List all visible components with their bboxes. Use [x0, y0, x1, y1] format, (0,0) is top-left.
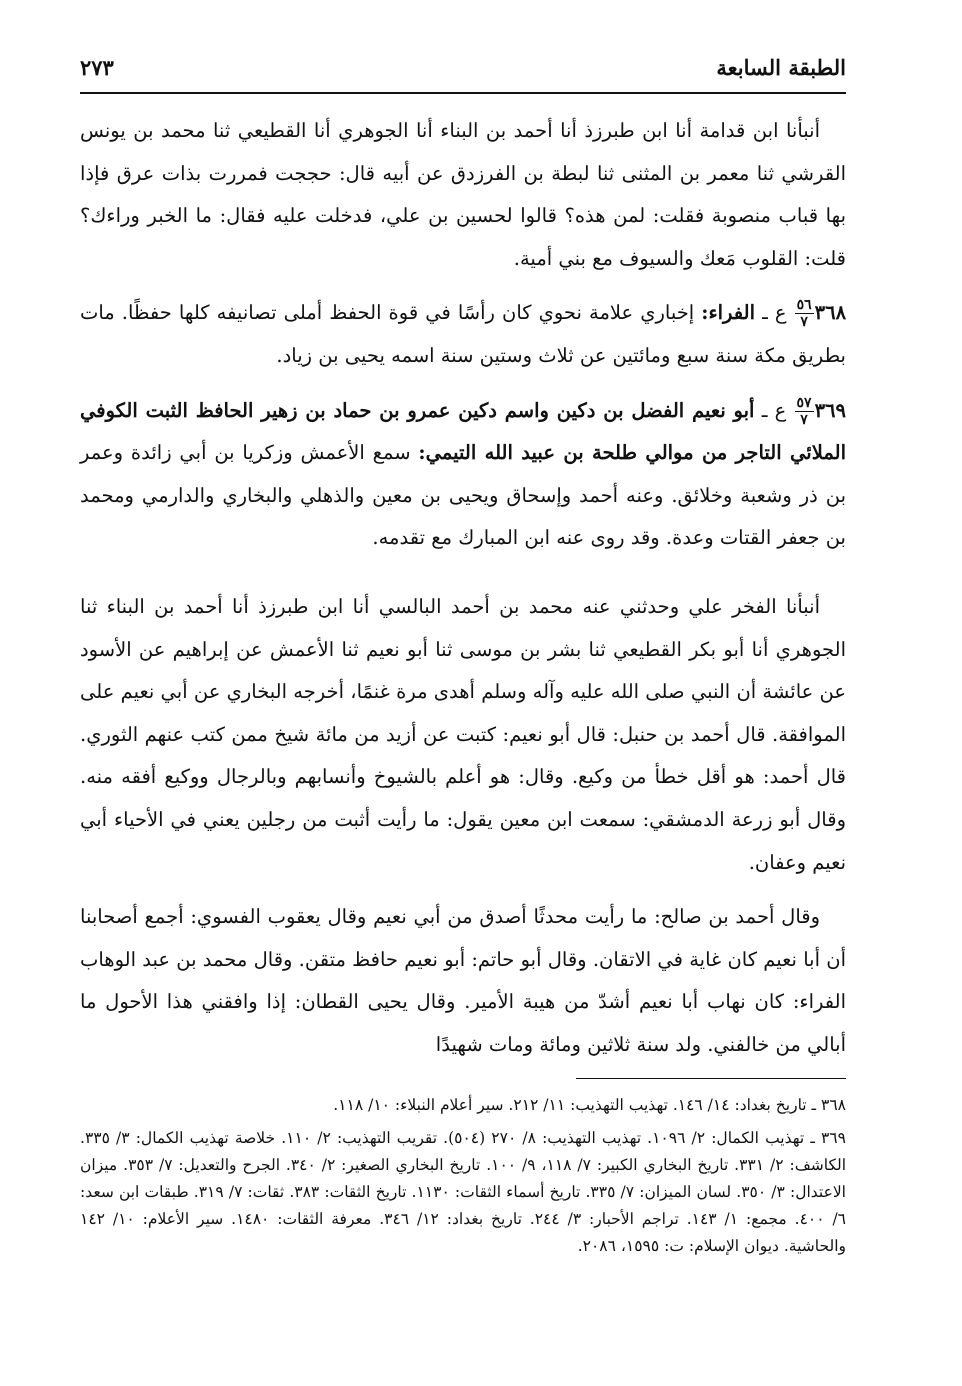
footnote-rule [576, 1078, 846, 1079]
page-number: ٢٧٣ [80, 55, 114, 80]
paragraph-isnad-1: أنبأنا ابن قدامة أنا ابن طبرزذ أنا أحمد بن البناء أنا الجوهري أنا القطيعي ثنا محمد بن يونس القرشي ثنا معمر بن المثنى ثنا لبطة بن الفرزدق عن أبيه قال: حججت فمررت بذات عرق فإذا بها قباب منصوبة فقلت: لمن هذه؟ قالوا لحسين بن علي، فدخلت عليه فقال: ما الخبر وراءك؟ قلت: القلوب مَعك والسيوف مع بني أمية. [80, 119, 846, 270]
header-rule [80, 92, 846, 94]
entry-fraction: $\frac{٥٧}{٧}$ [796, 394, 812, 428]
footnote-368: ٣٦٨ ـ تاريخ بغداد: ١٤/ ١٤٦. تهذيب التهذيب: ١١/ ٢١٢. سير أعلام النبلاء: ١٠/ ١١٨. [333, 1096, 846, 1114]
entry-369 [80, 390, 846, 560]
entry-fraction: $\frac{٥٦}{٧}$ [796, 297, 812, 331]
entry-number: ٣٦٩ [814, 398, 846, 422]
entry-text: سمع الأعمش وزكريا بن أبي زائدة وعمر بن ذر وشعبة وخلائق. وعنه أحمد وإسحاق ويحيى بن معين والذهلي والبخاري والدارمي ومحمد بن جعفر القتات وعدة. وقد روى عنه ابن المبارك مع تقدمه. [80, 441, 846, 550]
paragraph-isnad-2: أنبأنا الفخر علي وحدثني عنه محمد بن أحمد البالسي أنا ابن طبرزذ أنا أحمد بن البناء ثنا الجوهري أنا أبو بكر القطيعي ثنا بشر بن موسى ثنا أبو نعيم ثنا الأعمش عن إبراهيم عن الأسود عن عائشة أن النبي صلى الله عليه وآله وسلم أهدى مرة غنمًا، أخرجه البخاري عن أبي نعيم على الموافقة. قال أحمد بن حنبل: قال أبو نعيم: كتبت عن أزيد من مائة شيخ ممن كتب عنهم الثوري. قال أحمد: هو أقل خطأ من وكيع. وقال: هو أعلم بالشيوخ وأنسابهم وبالرجال ووكيع أفقه منه. وقال أبو زرعة الدمشقي: سمعت ابن معين يقول: ما رأيت أثبت من رجلين يعني في الأحياء أبي نعيم وعفان. [80, 594, 846, 874]
main-text [80, 110, 846, 1066]
entry-prefix: ع ـ [762, 301, 787, 325]
entry-number: ٣٦٨ [814, 301, 847, 325]
paragraph-praise: وقال أحمد بن صالح: ما رأيت محدثًا أصدق من أبي نعيم وقال يعقوب الفسوي: أجمع أصحابنا أن أبا نعيم كان غاية في الاتقان. وقال أبو حاتم: أبو نعيم حافظ متقن. وقال محمد بن عبد الوهاب الفراء: كان نهاب أبا نعيم أشدّ من هيبة الأمير. وقال يحيى القطان: إذا وافقني هذا الأحول ما أبالي من خالفني. ولد سنة ثلاثين ومائة ومات شهيدًا [80, 905, 846, 1056]
footnote-369: ٣٦٩ ـ تهذيب الكمال: ٢/ ١٠٩٦. تهذيب التهذيب: ٨/ ٢٧٠ (٥٠٤). تقريب التهذيب: ٢/ ١١٠. خلاصة تهذيب الكمال: ٣/ ٣٣٥. الكاشف: ٢/ ٣٣١. تاريخ البخاري الكبير: ٧/ ١١٨، ٩/ ١٠٠. تاريخ البخاري الصغير: ٢/ ٣٤٠. الجرح والتعديل: ٧/ ٣٥٣. ميزان الاعتدال: ٣/ ٣٥٠. لسان الميزان: ٧/ ٣٣٥. تاريخ أسماء الثقات: ١١٣٠. تاريخ الثقات: ٣٨٣. ثقات: ٧/ ٣١٩. طبقات ابن سعد: ٦/ ٤٠٠. مجمع: ١/ ١٤٣. تراجم الأحبار: ٣/ ٢٤٤. تاريخ بغداد: ١٢/ ٣٤٦. معرفة الثقات: ١٤٨٠. سير الأعلام: ١٠/ ١٤٢ والحاشية. ديوان الإسلام: ت: ١٥٩٥، ٢٠٨٦. [80, 1129, 847, 1255]
page-header [80, 44, 846, 80]
entry-name: أبو نعيم الفضل بن دكين واسم دكين عمرو بن حماد بن زهير الحافظ الثبت الكوفي الملائي التاجر من موالي طلحة بن عبيد الله التيمي: [80, 398, 847, 465]
footnotes [80, 1092, 846, 1266]
entry-prefix: ع ـ [761, 398, 787, 422]
entry-name: الفراء: [701, 301, 756, 325]
entry-368 [80, 292, 846, 377]
running-title: الطبقة السابعة [716, 55, 846, 80]
entry-text: إخباري علامة نحوي كان رأسًا في قوة الحفظ أملى تصانيفه كلها حفظًا. مات بطريق مكة سنة سبع ومائتين عن ثلاث وستين سنة اسمه يحيى بن زياد. [80, 301, 846, 367]
